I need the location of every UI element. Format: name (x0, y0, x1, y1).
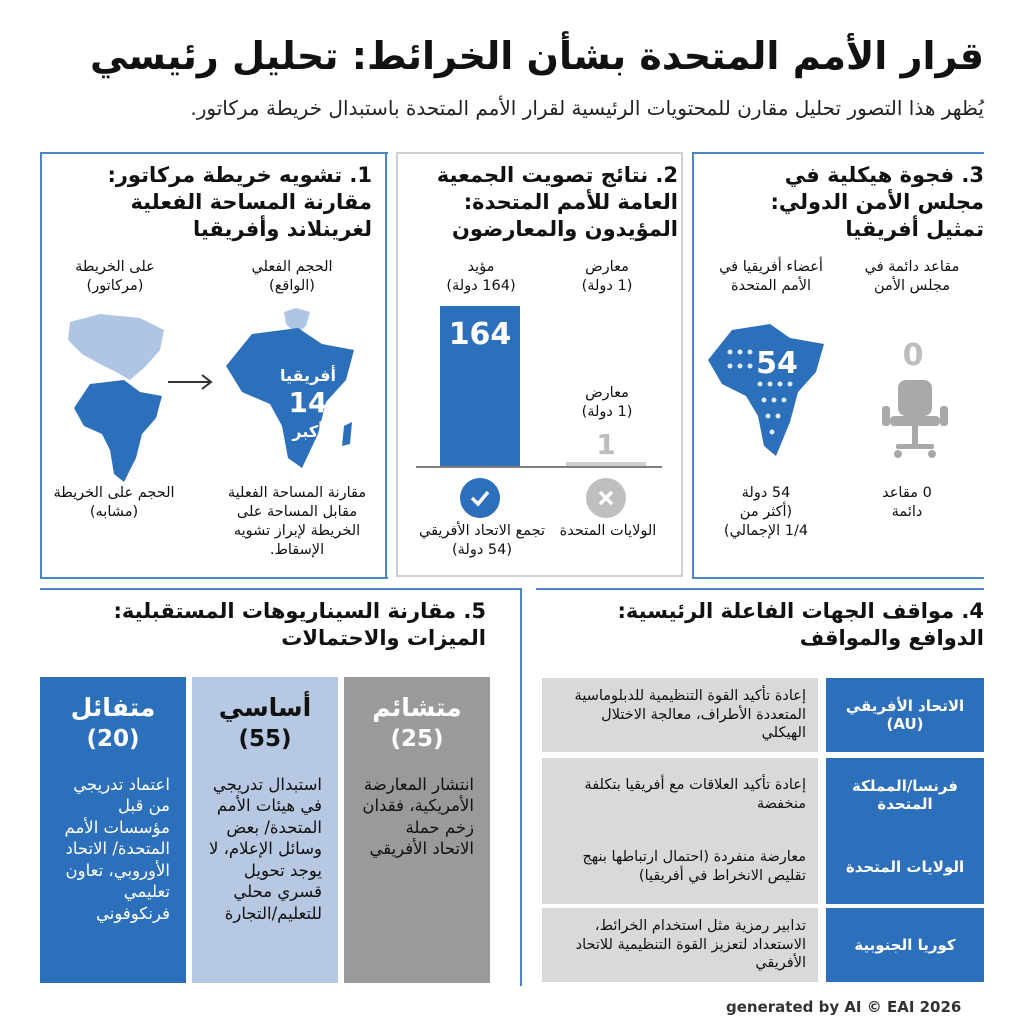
bar-against (566, 462, 646, 466)
divider (40, 152, 388, 154)
greenland-mercator-icon (60, 312, 170, 384)
scenario-pessimistic (344, 677, 490, 983)
divider (520, 588, 522, 986)
actor-name: كوريا الجنوبية (826, 908, 984, 982)
actor-position: معارضة منفردة (احتمال ارتباطها بنهج تقليص الانخراط في أفريقيا) (542, 830, 818, 904)
vote-bar-chart (416, 300, 662, 470)
divider (40, 152, 42, 577)
scenario-base (192, 677, 338, 983)
security-council-seats-label: مقاعد دائمة في مجلس الأمن (864, 259, 960, 294)
scenario-title: أساسي (218, 693, 312, 722)
scenario-count: (25) (390, 726, 444, 752)
divider (385, 152, 387, 577)
actor-row (542, 758, 984, 832)
us-caption: الولايات المتحدة (559, 523, 657, 539)
scenario-body: انتشار المعارضة الأمريكية، فقدان زخم حملة الاتحاد الأفريقي (362, 775, 474, 859)
page-title: قرار الأمم المتحدة بشأن الخرائط: تحليل رئيسي (89, 34, 984, 78)
check-icon (460, 478, 500, 518)
scenario-body: استبدال تدريجي في هيئات الأمم المتحدة/ بعض وسائل الإعلام، لا يوجد تحويل قسري محلي للتعليم/التجارة (208, 775, 322, 923)
scenario-optimistic (40, 677, 186, 983)
divider (681, 152, 683, 577)
african-members-label: أعضاء أفريقيا في الأمم المتحدة (719, 259, 823, 294)
actor-row (542, 908, 984, 982)
divider (536, 588, 984, 590)
bigger-word: أكبر (292, 422, 324, 441)
actual-size-label: الحجم الفعلي (الواقع) (251, 259, 333, 294)
bar-against-value: 1 (596, 428, 616, 461)
for-label: مؤيد (164 دولة) (446, 259, 516, 294)
zero-seats-number: 0 (902, 338, 924, 373)
africa-word: أفريقيا (280, 366, 336, 385)
map-size-caption: الحجم على الخريطة (مشابه) (53, 485, 175, 520)
divider (40, 588, 520, 590)
scenario-title: متفائل (70, 693, 156, 722)
against-label-top: معارض (1 دولة) (581, 259, 633, 294)
au-group-caption: تجمع الاتحاد الأفريقي (54 دولة) (419, 523, 545, 558)
actor-position: إعادة تأكيد القوة التنظيمية للدبلوماسية المتعددة الأطراف، معالجة الاختلال الهيكلي (542, 678, 818, 752)
fifty-four-number: 54 (756, 346, 798, 381)
page-subtitle: يُظهر هذا التصور تحليل مقارن للمحتويات الرئيسية لقرار الأمم المتحدة باستبدال خريطة مركاتور. (190, 96, 984, 120)
x-icon (586, 478, 626, 518)
actor-row (542, 830, 984, 904)
divider (396, 575, 682, 577)
map-size-label: على الخريطة (مركاتور) (75, 259, 155, 294)
section3-heading: 3. فجوة هيكلية في مجلس الأمن الدولي: تمثيل أفريقيا (770, 163, 984, 241)
arrow-right-icon (166, 372, 216, 392)
actual-vs-map-caption: مقارنة المساحة الفعلية مقابل المساحة على الخريطة لإبراز تشويه الإسقاط. (227, 485, 367, 558)
divider (692, 152, 694, 577)
scenario-count: (20) (86, 726, 140, 752)
fifty-four-caption: 54 دولة (أكثر من 1/4 الإجمالي) (723, 485, 809, 539)
africa-mercator-icon (70, 378, 170, 488)
divider (692, 152, 984, 154)
section5-heading: 5. مقارنة السيناريوهات المستقبلية: الميزات والاحتمالات (113, 599, 486, 650)
africa-members-icon (706, 322, 830, 462)
zero-seats-caption: 0 مقاعد دائمة (882, 485, 932, 520)
actor-name: الولايات المتحدة (826, 830, 984, 904)
section1-heading: 1. تشويه خريطة مركاتور: مقارنة المساحة الفعلية لغرينلاند وأفريقيا (107, 163, 372, 241)
actor-row (542, 678, 984, 752)
times-bigger-number: 14 (288, 386, 328, 419)
scenario-title: متشائم (372, 693, 462, 722)
actor-name: الاتحاد الأفريقي (AU) (826, 678, 984, 752)
bar-for-value: 164 (448, 317, 512, 352)
scenario-body: اعتماد تدريجي من قبل مؤسسات الأمم المتحدة/ الاتحاد الأوروبي، تعاون تعليمي فرنكوفوني (64, 775, 170, 923)
divider (692, 577, 984, 579)
divider (396, 152, 398, 577)
actor-position: تدابير رمزية مثل استخدام الخرائط، الاستعداد لتعزيز القوة التنظيمية للاتحاد الأفريقي (542, 908, 818, 982)
divider (396, 152, 682, 154)
divider (40, 577, 388, 579)
against-label-mid: معارض (1 دولة) (581, 385, 633, 420)
chair-icon (880, 376, 950, 462)
section4-heading: 4. مواقف الجهات الفاعلة الرئيسية: الدوافع والمواقف (617, 599, 984, 650)
scenario-count: (55) (238, 726, 292, 752)
actor-name: فرنسا/المملكة المتحدة (826, 758, 984, 832)
actor-position: إعادة تأكيد العلاقات مع أفريقيا بتكلفة منخفضة (542, 758, 818, 832)
section2-heading: 2. نتائج تصويت الجمعية العامة للأمم المتحدة: المؤيدون والمعارضون (436, 163, 678, 241)
footer-credit: generated by AI © EAI 2026 (726, 998, 962, 1016)
